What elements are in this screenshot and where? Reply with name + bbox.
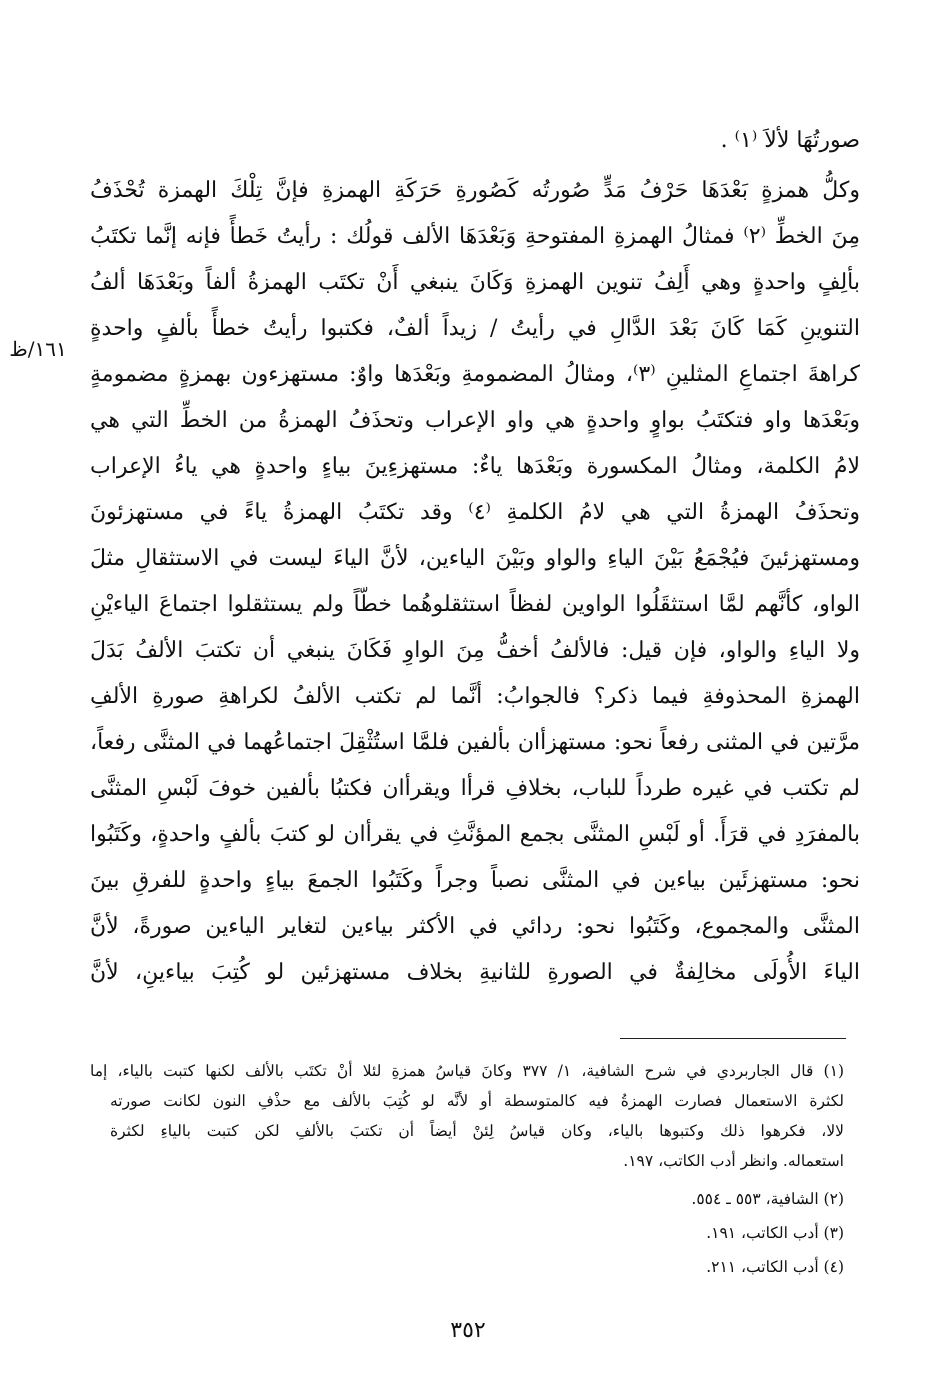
footnote-line: لالا، فكرهوا ذلك وكتبوها بالياء، وكان قياسُ لِئنْ أيضاً أن تكتبَ بالألفِ لكن كتبت بالياءِ لكثرة bbox=[110, 1122, 844, 1140]
text-line: الواو، كأنَّهم لمَّا استثقَلُوا الواوين لفظاً استثقلوهُما خطّاً ولم يستثقلوا اجتماعَ الياءيْنِ bbox=[90, 592, 860, 617]
text-line: صورتُهَا لألاَ ⁽١⁾ . bbox=[720, 128, 860, 153]
footnote-line: (٤) أدب الكاتب، ٢١١. bbox=[706, 1258, 844, 1276]
text-line: مرَّتين في المثنى رفعاً نحو: مستهزأان بألفين فلمَّا استُثْقِلَ اجتماعُهما في المثنَّى رفعاً، bbox=[90, 730, 860, 755]
page-number: ٣٥٢ bbox=[450, 1318, 486, 1343]
text-line: بألِفٍ واحدةٍ وهي أَلِفُ تنوين الهمزةِ وَكَانَ ينبغي أَنْ تكتَب الهمزةُ ألفاً وبَعْدَهَا ألفُ bbox=[90, 270, 860, 295]
text-line: لم تكتب في غيره طرداً للباب، بخلافِ قرأا ويقرأان فكتبُا بألفين خوفَ لَبْسِ المثنَّى bbox=[90, 776, 860, 801]
text-line: ولا الياءِ والواو، فإن قيل: فالألفُ أخفُّ مِنَ الواوِ فَكَانَ ينبغي أن تكتبَ الألفُ بَدَلَ bbox=[90, 638, 860, 663]
text-line: بالمفرَدِ في قرَأَ. أو لَبْسِ المثنَّى بجمع المؤنَّثِ في يقرأان لو كتبَ بألفٍ واحدةٍ، وكَتَبُوا bbox=[90, 822, 860, 847]
margin-folio-reference: ١٦١/ظ bbox=[9, 337, 67, 361]
text-line: التنوينِ كَمَا كَانَ بَعْدَ الدَّالِ في رأيتُ / زيداً ألفٌ، فكتبوا رأيتُ خطأً بألفٍ واحدةٍ bbox=[90, 316, 860, 341]
text-line: الياءَ الأُولَى مخالِفةٌ في الصورةِ للثانيةِ بخلاف مستهزئين لو كُتِبَ بياءينِ، لأنَّ bbox=[90, 960, 860, 985]
footnote-line: (١) قال الجاربردي في شرح الشافية، ١/ ٣٧٧ وكانَ قياسُ همزةِ لئلا أنْ تكتَب بالألف لكنها كتبت بالياء، إما bbox=[90, 1062, 844, 1080]
text-line: وبَعْدَها واو فتكتَبُ بواوٍ واحدةٍ هي واو الإعراب وتحذَفُ الهمزةُ من الخطِّ التي هي bbox=[90, 408, 860, 433]
text-line: وكلُّ همزةٍ بَعْدَهَا حَرْفُ مَدٍّ صُورتُه كَصُورةِ حَرَكَةِ الهمزةِ فإنَّ تِلْكَ الهمزة تُحْذَفُ bbox=[90, 178, 860, 203]
footnote-line: (٣) أدب الكاتب، ١٩١. bbox=[706, 1224, 844, 1242]
footnote-line: استعماله. وانظر أدب الكاتب، ١٩٧. bbox=[623, 1152, 844, 1170]
footnote-separator bbox=[620, 1038, 846, 1039]
text-line: الهمزةِ المحذوفةِ فيما ذكر؟ فالجوابُ: أنَّما لم تكتب الألفُ لكراهةِ صورةِ الألفِ bbox=[90, 684, 860, 709]
text-line: كراهةَ اجتماعِ المثلينِ ⁽٣⁾، ومثالُ المضمومةِ وبَعْدَها واوٌ: مستهزءون بهمزةٍ مضمومةٍ bbox=[90, 362, 860, 387]
text-line: وتحذَفُ الهمزةُ التي هي لامُ الكلمةِ ⁽٤⁾ وقد تكتَبُ الهمزةُ ياءً في مستهزئونَ bbox=[90, 500, 860, 525]
text-line: لامُ الكلمة، ومثالُ المكسورة وبَعْدَها ياءٌ: مستهزءِينَ بياءٍ واحدةٍ هي ياءُ الإعراب bbox=[90, 454, 860, 479]
footnote-line: لكثرة الاستعمال فصارت الهمزةُ فيه كالمتوسطة أو لأنَّه لو كُتِبَ بالألف مع حذْفِ النون لكانت صورته bbox=[110, 1092, 844, 1110]
text-line: نحو: مستهزئَين بياءين في المثنَّى نصباً وجراً وكَتَبُوا الجمعَ بياءٍ واحدةٍ للفرقِ بينَ bbox=[90, 868, 860, 893]
text-line: ومستهزئينَ فيُجْمَعُ بَيْنَ الياءِ والواو وبَيْنَ الياءين، لأنَّ الياءَ ليست في الاستثقالِ مثلَ bbox=[90, 546, 860, 571]
text-line: المثنَّى والمجموع، وكَتَبُوا نحو: ردائي في الأكثر بياءين لتغاير الياءين صورةً، لأنَّ bbox=[90, 914, 860, 939]
footnote-line: (٢) الشافية، ٥٥٣ ـ ٥٥٤. bbox=[691, 1190, 844, 1208]
text-line: مِنَ الخطِّ ⁽٢⁾ فمثالُ الهمزةِ المفتوحةِ وَبَعْدَهَا الألف قولُك : رأيتُ خَطأً فإنه إنَّما تكتَبُ bbox=[90, 224, 860, 249]
